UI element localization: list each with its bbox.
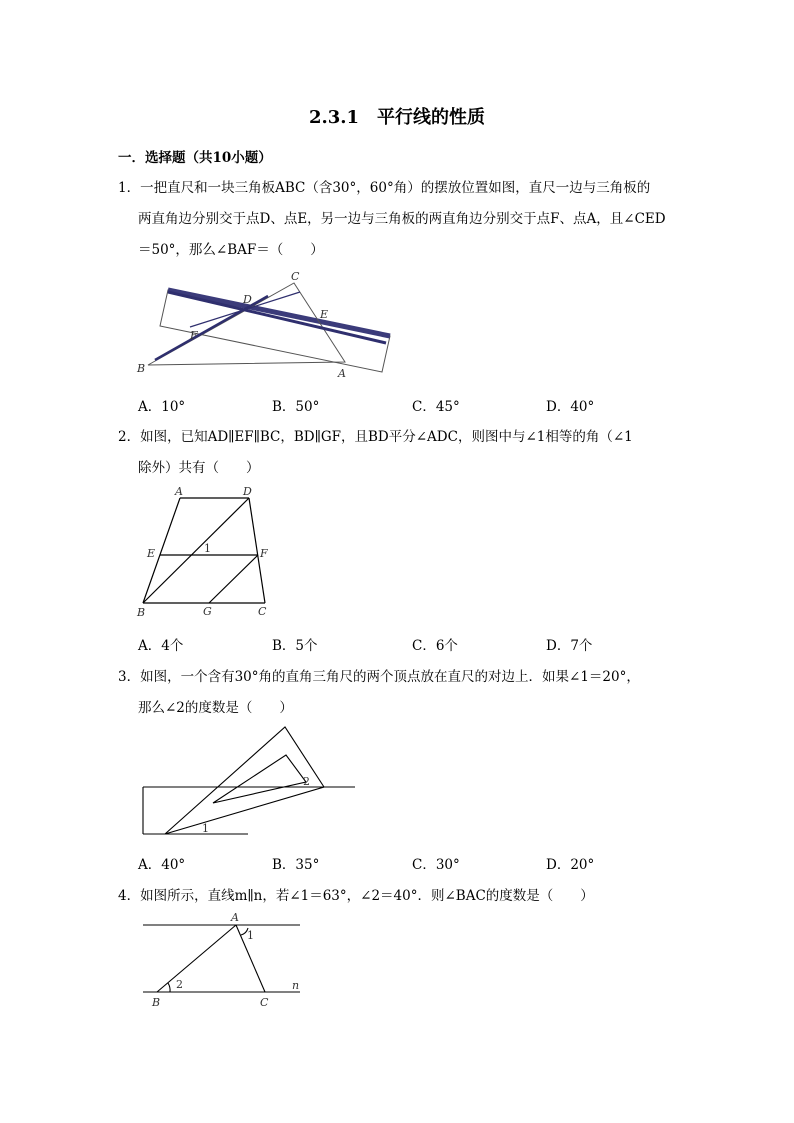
- fig2-label-c: C: [258, 605, 267, 618]
- fig3-label-angle2: 2: [303, 775, 310, 788]
- fig2-label-e: E: [147, 547, 156, 560]
- fig4-label-angle2: 2: [176, 978, 183, 991]
- question-2-option-a: A．4个: [138, 638, 184, 654]
- fig1-label-b: B: [137, 362, 146, 375]
- question-2-line-2: 除外）共有（ ）: [138, 460, 260, 476]
- fig1-label-e: E: [320, 308, 329, 321]
- question-4-line-1: 4．如图所示，直线m∥n，若∠1＝63°，∠2＝40°．则∠BAC的度数是（ ）: [118, 888, 594, 904]
- fig4-label-a: A: [231, 911, 239, 924]
- question-3-line-1: 3．如图，一个含有30°角的直角三角尺的两个顶点放在直尺的对边上．如果∠1＝20°，: [118, 669, 640, 685]
- question-2-option-d: D．7个: [546, 638, 593, 654]
- fig2-label-a: A: [175, 485, 183, 498]
- question-3-line-2: 那么∠2的度数是（ ）: [138, 700, 293, 716]
- fig2-label-f: F: [260, 547, 268, 560]
- question-1-option-d: D．40°: [546, 399, 595, 415]
- question-3-option-c: C．30°: [412, 857, 460, 873]
- question-2-option-b: B．5个: [272, 638, 318, 654]
- fig3-label-angle1: 1: [202, 822, 209, 835]
- fig4-label-c: C: [260, 996, 269, 1009]
- fig4-label-angle1: 1: [247, 929, 254, 942]
- fig4-label-n: n: [292, 979, 300, 992]
- question-1-option-b: B．50°: [272, 399, 320, 415]
- question-1-option-a: A．10°: [138, 399, 186, 415]
- fig1-label-d: D: [243, 293, 252, 306]
- fig1-label-f: F: [190, 329, 198, 342]
- question-1-line-2: 两直角边分别交于点D、点E，另一边与三角板的两直角边分别交于点F、点A，且∠CED: [138, 211, 666, 227]
- fig1-label-a: A: [338, 367, 346, 380]
- fig2-label-d: D: [243, 485, 252, 498]
- question-2-line-1: 2．如图，已知AD∥EF∥BC，BD∥GF，且BD平分∠ADC，则图中与∠1相等的角（∠1: [118, 429, 633, 445]
- question-1-option-c: C．45°: [412, 399, 460, 415]
- question-1-line-3: ＝50°，那么∠BAF＝（ ）: [138, 242, 324, 258]
- fig4-label-b: B: [152, 996, 161, 1009]
- section-heading: 一．选择题（共10小题）: [118, 150, 272, 166]
- question-3-option-d: D．20°: [546, 857, 595, 873]
- question-1-line-1: 1．一把直尺和一块三角板ABC（含30°，60°角）的摆放位置如图，直尺一边与三角板的: [118, 180, 651, 196]
- question-3-option-b: B．35°: [272, 857, 320, 873]
- fig2-label-g: G: [203, 605, 212, 618]
- fig1-label-c: C: [291, 270, 300, 283]
- question-2-option-c: C．6个: [412, 638, 458, 654]
- fig2-label-angle1: 1: [204, 542, 211, 555]
- fig2-label-b: B: [137, 606, 146, 619]
- page-title: 2.3.1 平行线的性质: [308, 107, 486, 128]
- question-3-option-a: A．40°: [138, 857, 186, 873]
